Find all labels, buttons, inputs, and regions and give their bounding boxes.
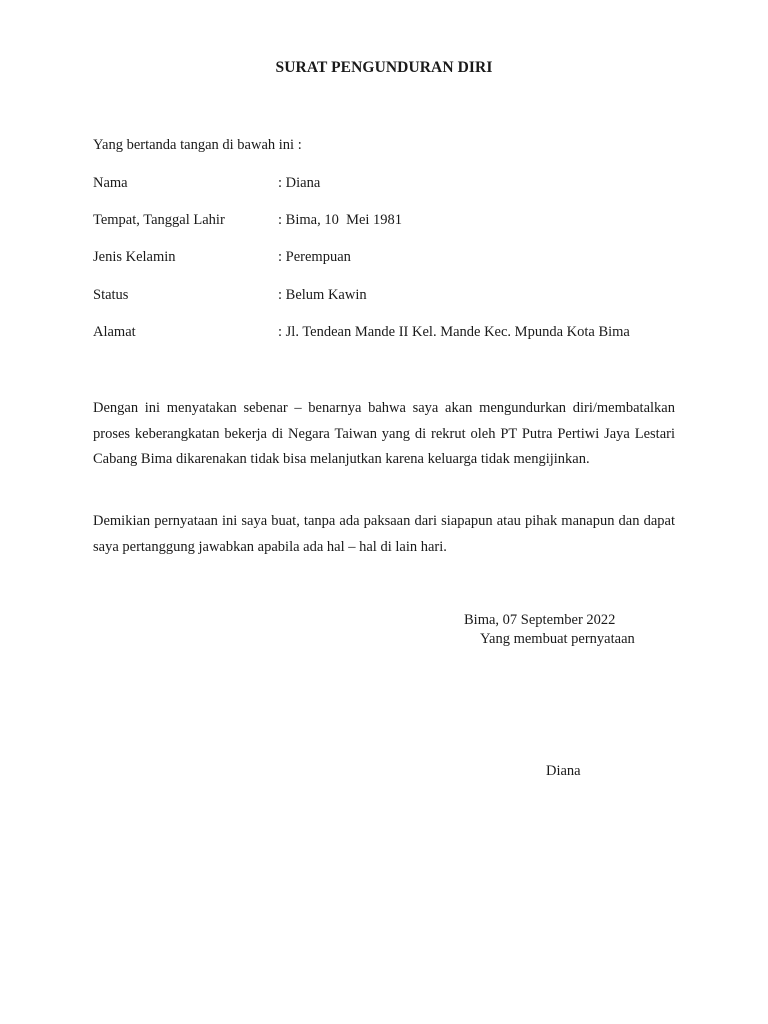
field-label: Alamat xyxy=(93,324,136,340)
field-value: : Perempuan xyxy=(278,249,351,265)
place-date: Bima, 07 September 2022 xyxy=(464,612,616,628)
field-row-alamat xyxy=(93,324,693,344)
field-value: : Diana xyxy=(278,175,321,191)
field-label: Status xyxy=(93,287,129,303)
field-label: Tempat, Tanggal Lahir xyxy=(93,212,225,228)
field-value: : Bima, 10 Mei 1981 xyxy=(278,212,403,228)
maker-label: Yang membuat pernyataan xyxy=(480,631,635,647)
field-label: Nama xyxy=(93,175,128,191)
intro-text: Yang bertanda tangan di bawah ini : xyxy=(93,137,302,153)
signatory-name: Diana xyxy=(546,763,581,779)
field-row-status xyxy=(93,287,693,307)
field-row-nama xyxy=(93,175,693,195)
field-value: : Jl. Tendean Mande II Kel. Mande Kec. Mpunda Kota Bima xyxy=(278,324,630,340)
field-row-jenis-kelamin xyxy=(93,249,693,269)
field-row-ttl xyxy=(93,212,693,232)
closing-block xyxy=(464,611,635,649)
statement-paragraph: Dengan ini menyatakan sebenar – benarnya bahwa saya akan mengundurkan diri/membatalkan proses keberangkatan bekerja di Negara Taiwan yang di rekrut oleh PT Putra Pertiwi Jaya Lestari Cabang Bima dikarenakan tidak bisa melanjutkan karena keluarga tidak mengijinkan. xyxy=(93,400,675,467)
closing-paragraph: Demikian pernyataan ini saya buat, tanpa ada paksaan dari siapapun atau pihak manapun dan dapat saya pertanggung jawabkan apabila ada hal – hal di lain hari. xyxy=(93,513,675,555)
field-label: Jenis Kelamin xyxy=(93,249,176,265)
letter-title: SURAT PENGUNDURAN DIRI xyxy=(275,59,493,76)
field-value: : Belum Kawin xyxy=(278,287,367,303)
